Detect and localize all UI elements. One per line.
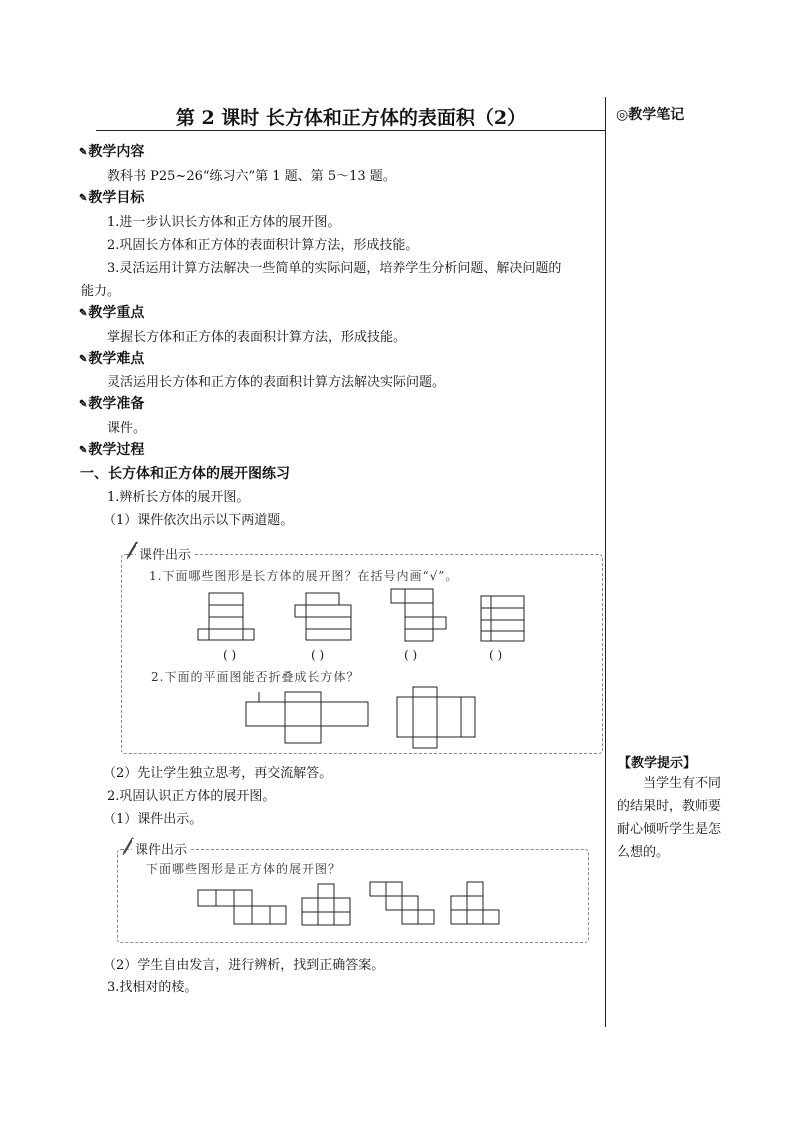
section-goals-heading: ✎教学目标: [79, 190, 145, 206]
answer-blank: ( ): [223, 648, 237, 662]
section-process-heading: ✎教学过程: [79, 442, 145, 458]
part1-line: （1）课件依次出示以下两道题。: [103, 513, 294, 528]
column-divider: [605, 97, 606, 1027]
content-text: 教科书 P25~26“练习六”第 1 题、第 5～13 题。: [107, 169, 396, 184]
box1-question-2: 2.下面的平面图能否折叠成长方体？: [151, 670, 360, 684]
part1-line: （2）先让学生独立思考，再交流解答。: [103, 766, 333, 781]
section-content-heading: ✎教学内容: [79, 144, 145, 160]
section-prep-heading: ✎教学准备: [79, 396, 145, 412]
pen-icon: ✎: [79, 193, 88, 204]
prep-text: 课件。: [107, 421, 147, 436]
pen-icon: ✎: [79, 445, 88, 456]
part1-line: （2）学生自由发言，进行辨析，找到正确答案。: [103, 958, 385, 973]
answer-blank: ( ): [489, 648, 503, 662]
courseware-label: 课件出示: [136, 544, 194, 563]
pen-icon: ✎: [79, 147, 88, 158]
goal-item: 3.灵活运用计算方法解决一些简单的实际问题，培养学生分析问题、解决问题的: [107, 261, 562, 276]
pen-icon: ✎: [79, 308, 88, 319]
part1-line: 2.巩固认识正方体的展开图。: [107, 789, 276, 804]
box1-question-1: 1.下面哪些图形是长方体的展开图？在括号内画“√”。: [149, 569, 459, 583]
goal-item: 1.进一步认识长方体和正方体的展开图。: [107, 215, 341, 230]
page-title: 第 2 课时 长方体和正方体的表面积（2）: [175, 107, 527, 129]
part1-line: 1.辨析长方体的展开图。: [107, 490, 250, 505]
tip-text: 当学生有不同的结果时，教师要耐心倾听学生是怎么想的。: [617, 776, 722, 860]
part1-heading: 一、长方体和正方体的展开图练习: [80, 466, 290, 482]
box2-figures: [190, 878, 510, 938]
courseware-label: 课件出示: [132, 839, 190, 858]
part1-line: 3.找相对的棱。: [107, 980, 198, 995]
goal-item: 能力。: [81, 284, 121, 299]
pen-icon: ✎: [79, 354, 88, 365]
notes-title: ◎教学笔记: [616, 107, 685, 123]
answer-blank: ( ): [404, 648, 418, 662]
goal-item: 2.巩固长方体和正方体的表面积计算方法，形成技能。: [107, 238, 419, 253]
part1-line: （1）课件出示。: [103, 812, 203, 827]
title-divider: [96, 130, 606, 131]
section-key-heading: ✎教学重点: [79, 305, 145, 321]
answer-blank: ( ): [311, 648, 325, 662]
section-difficulty-heading: ✎教学难点: [79, 351, 145, 367]
pen-icon: ✎: [79, 399, 88, 410]
tip-title: 【教学提示】: [618, 756, 697, 771]
box2-question: 下面哪些图形是正方体的展开图？: [146, 862, 342, 876]
key-text: 掌握长方体和正方体的表面积计算方法，形成技能。: [107, 330, 407, 345]
difficulty-text: 灵活运用长方体和正方体的表面积计算方法解决实际问题。: [107, 375, 446, 390]
